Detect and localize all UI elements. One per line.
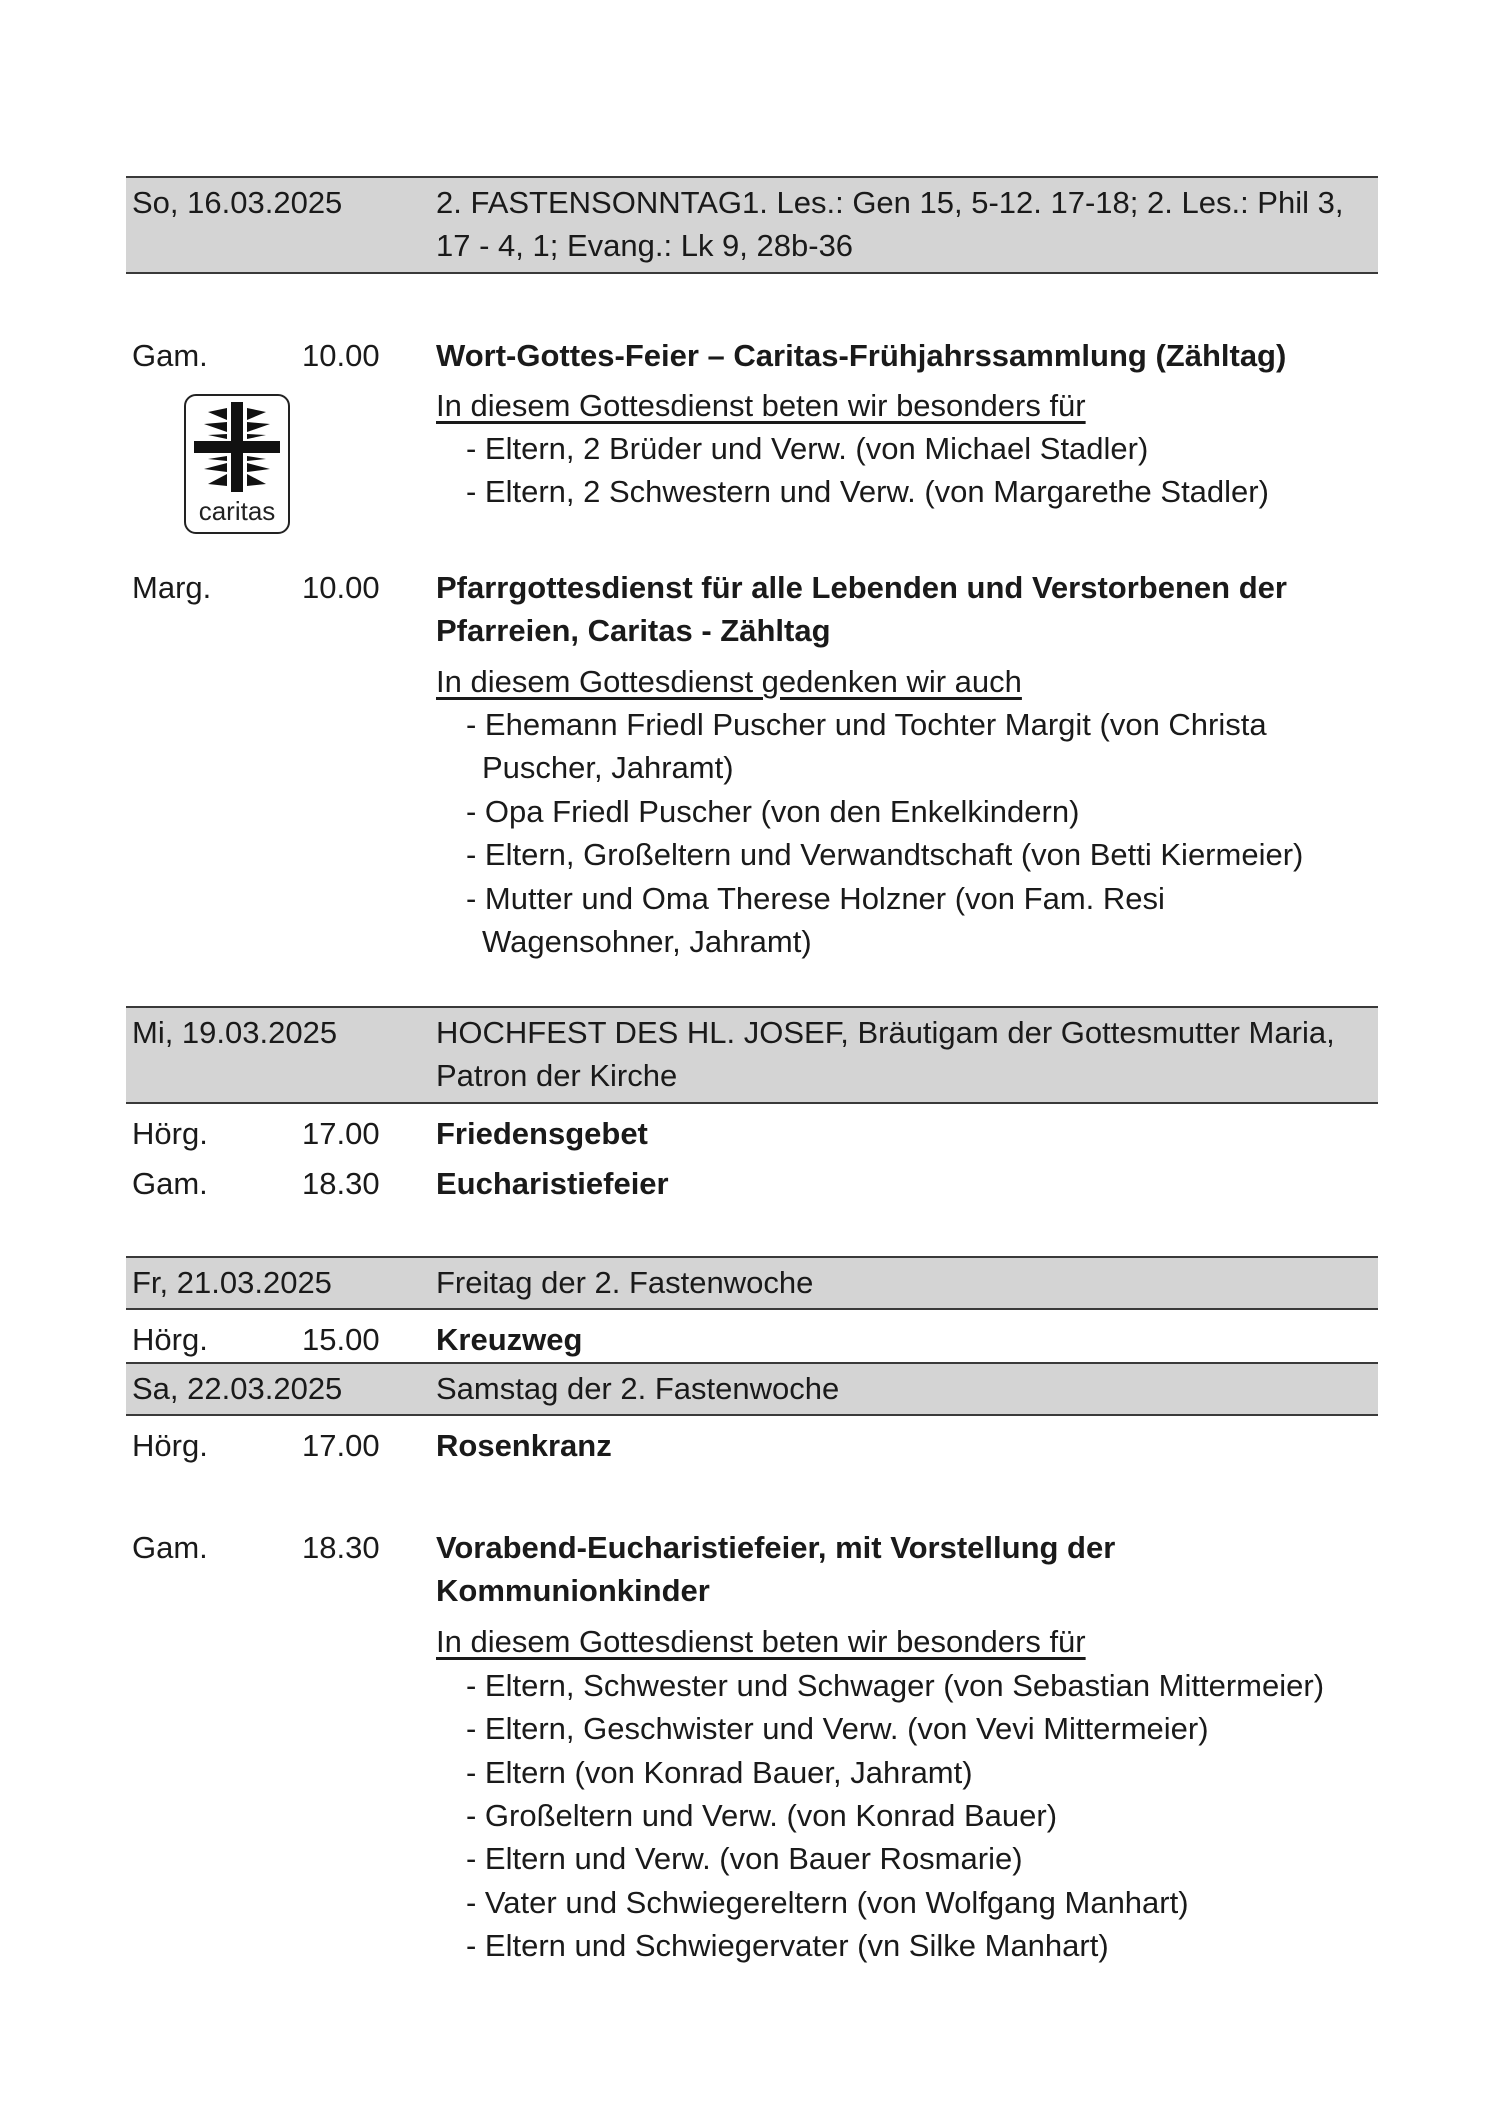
intention-intro: In diesem Gottesdienst beten wir besonders für — [436, 1624, 1086, 1659]
intention-intro: In diesem Gottesdienst gedenken wir auch — [436, 664, 1022, 699]
service-title: Kreuzweg — [436, 1322, 583, 1357]
day-date: Fr, 21.03.2025 — [132, 1265, 332, 1300]
day-title: Samstag der 2. Fastenwoche — [436, 1371, 840, 1406]
day-header — [126, 176, 1378, 274]
day-date: Sa, 22.03.2025 — [132, 1371, 343, 1406]
service-time: 18.30 — [302, 1166, 380, 1201]
day-date: Mi, 19.03.2025 — [132, 1015, 338, 1050]
day-title: 2. FASTENSONNTAG1. Les.: Gen 15, 5-12. 17-18; 2. Les.: Phil 3, 17 - 4, 1; Evang.: Lk 9, 28b-36 — [436, 185, 1344, 263]
service-place: Gam. — [132, 1530, 208, 1565]
intention-item: - Eltern, Schwester und Schwager (von Sebastian Mittermeier) — [466, 1668, 1325, 1703]
intention-item: Puscher, Jahramt) — [482, 750, 734, 785]
intention-item: Wagensohner, Jahramt) — [482, 924, 812, 959]
day-title: Freitag der 2. Fastenwoche — [436, 1265, 814, 1300]
intention-item: - Vater und Schwiegereltern (von Wolfgang Manhart) — [466, 1885, 1189, 1920]
intention-item: - Eltern und Verw. (von Bauer Rosmarie) — [466, 1841, 1023, 1876]
service-time: 17.00 — [302, 1428, 380, 1463]
service-place: Gam. — [132, 1166, 208, 1201]
day-header — [126, 1256, 1378, 1310]
service-place: Hörg. — [132, 1116, 208, 1151]
intention-item: - Eltern und Schwiegervater (vn Silke Manhart) — [466, 1928, 1109, 1963]
intention-intro: In diesem Gottesdienst beten wir besonders für — [436, 388, 1086, 423]
day-date: So, 16.03.2025 — [132, 185, 343, 220]
service-title: Eucharistiefeier — [436, 1166, 669, 1201]
intention-item: - Ehemann Friedl Puscher und Tochter Margit (von Christa — [466, 707, 1267, 742]
intention-item: - Eltern (von Konrad Bauer, Jahramt) — [466, 1755, 973, 1790]
caritas-logo-text: caritas — [198, 496, 276, 526]
day-header — [126, 1362, 1378, 1416]
service-title: Vorabend-Eucharistiefeier, mit Vorstellung der — [436, 1530, 1116, 1565]
intention-item: - Großeltern und Verw. (von Konrad Bauer) — [466, 1798, 1058, 1833]
service-title: Wort-Gottes-Feier – Caritas-Frühjahrssammlung (Zähltag) — [436, 338, 1287, 373]
service-place: Marg. — [132, 570, 212, 605]
day-title: HOCHFEST DES HL. JOSEF, Bräutigam der Gottesmutter Maria, Patron der Kirche — [436, 1015, 1335, 1093]
service-title: Friedensgebet — [436, 1116, 648, 1151]
service-place: Hörg. — [132, 1322, 208, 1357]
intention-item: - Eltern, 2 Schwestern und Verw. (von Margarethe Stadler) — [466, 474, 1269, 509]
service-title: Kommunionkinder — [436, 1573, 710, 1608]
intention-item: - Mutter und Oma Therese Holzner (von Fam. Resi — [466, 881, 1165, 916]
caritas-cross-icon — [194, 402, 280, 492]
service-time: 10.00 — [302, 338, 380, 373]
intention-item: - Eltern, Geschwister und Verw. (von Vevi Mittermeier) — [466, 1711, 1209, 1746]
service-title: Pfarreien, Caritas - Zähltag — [436, 613, 831, 648]
intention-item: - Eltern, Großeltern und Verwandtschaft (von Betti Kiermeier) — [466, 837, 1304, 872]
service-title: Rosenkranz — [436, 1428, 612, 1463]
service-place: Hörg. — [132, 1428, 208, 1463]
day-header — [126, 1006, 1378, 1104]
service-time: 10.00 — [302, 570, 380, 605]
service-time: 17.00 — [302, 1116, 380, 1151]
caritas-logo — [184, 394, 290, 534]
service-title: Pfarrgottesdienst für alle Lebenden und Verstorbenen der — [436, 570, 1287, 605]
intention-item: - Eltern, 2 Brüder und Verw. (von Michael Stadler) — [466, 431, 1149, 466]
service-time: 18.30 — [302, 1530, 380, 1565]
service-place: Gam. — [132, 338, 208, 373]
intention-item: - Opa Friedl Puscher (von den Enkelkindern) — [466, 794, 1080, 829]
service-time: 15.00 — [302, 1322, 380, 1357]
